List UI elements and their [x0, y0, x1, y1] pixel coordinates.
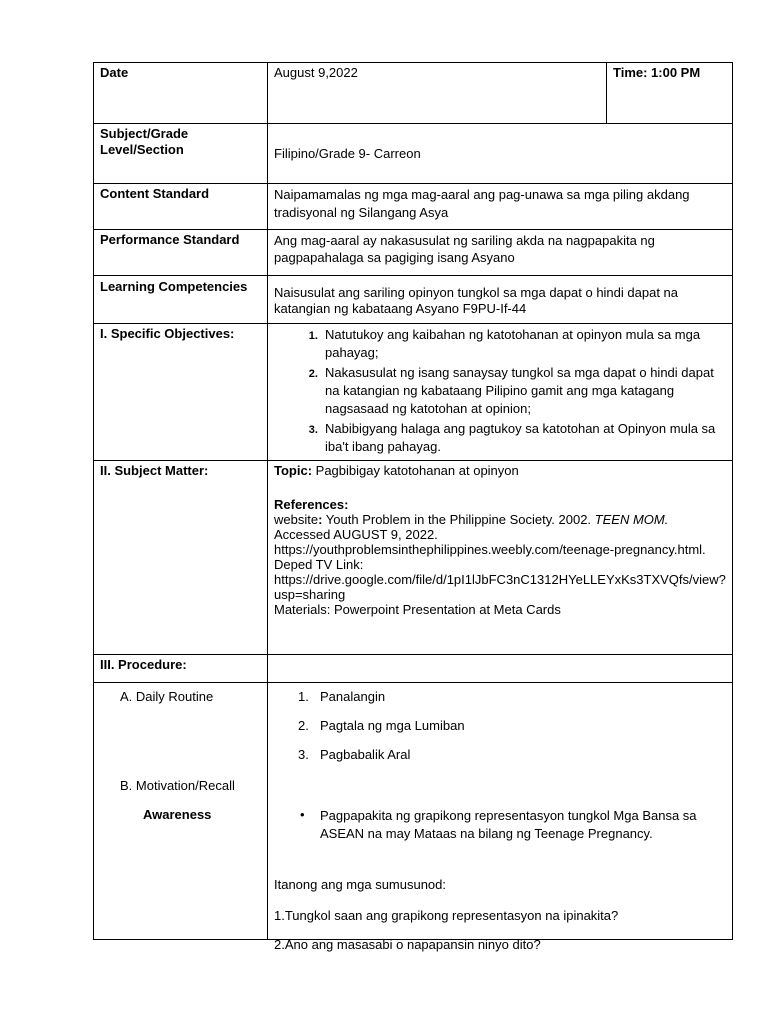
- row-procedure-detail: [94, 683, 733, 940]
- lesson-plan-table: [93, 62, 733, 952]
- routine-item: Panalangin: [320, 689, 386, 704]
- subject-label: Subject/Grade Level/Section: [94, 124, 268, 184]
- subject-text: Filipino/Grade 9- Carreon: [274, 146, 421, 161]
- deped-label: Deped TV Link:: [274, 557, 364, 572]
- website-line: [274, 512, 727, 527]
- motivation-label: B. Motivation/Recall: [120, 778, 235, 793]
- daily-routine-label: A. Daily Routine: [120, 689, 214, 704]
- website-label: website: [274, 512, 319, 527]
- routine-number: 3.: [298, 747, 309, 762]
- materials-line: Materials: Powerpoint Presentation at Meta Cards: [274, 602, 561, 617]
- date-value: August 9,2022: [268, 63, 607, 124]
- accessed-line: Accessed AUGUST 9, 2022.: [274, 527, 438, 542]
- row-subject: [94, 124, 733, 184]
- time-value: Time: 1:00 PM: [607, 63, 733, 124]
- references-label: References:: [274, 497, 349, 512]
- competencies-text: Naisusulat ang sariling opinyon tungkol sa mga dapat o hindi dapat na katangian ng kabataang Asyano F9PU-If-44: [274, 285, 678, 316]
- row-performance-standard: [94, 230, 733, 276]
- question-1: 1.Tungkol saan ang grapikong representasyon na ipinakita?: [274, 908, 619, 923]
- question-2: 2.Ano ang masasabi o napapansin ninyo dito?: [274, 937, 541, 952]
- routine-number: 2.: [298, 718, 309, 733]
- objectives-value: [268, 324, 733, 461]
- objective-item: 2. Nakasusulat ng isang sanaysay tungkol sa mga dapat o hindi dapat na katangian ng kabataang Pilipino gamit ang mga katagang nagsasaad ng katotohan at opinion;: [321, 364, 727, 418]
- date-label: Date: [94, 63, 268, 124]
- procedure-right: [268, 683, 733, 952]
- objectives-label: I. Specific Objectives:: [94, 324, 268, 461]
- performance-standard-label: Performance Standard: [94, 230, 268, 276]
- performance-standard-value: Ang mag-aaral ay nakasusulat ng sariling akda na nagpapakita ng pagpapahalaga sa pagiging isang Asyano: [268, 230, 733, 276]
- competencies-label: Learning Competencies: [94, 276, 268, 324]
- objective-item: 3. Nabibigyang halaga ang pagtukoy sa katotohan at Opinyon mula sa iba't ibang pahayag.: [321, 420, 727, 456]
- routine-number: 1.: [298, 689, 309, 704]
- row-content-standard: [94, 184, 733, 230]
- subject-value: [268, 124, 733, 184]
- content-standard-label: Content Standard: [94, 184, 268, 230]
- awareness-item: Pagpapakita ng grapikong representasyon tungkol Mga Bansa sa ASEAN na may Mataas na bilang ng Teenage Pregnancy.: [320, 808, 697, 841]
- competencies-value: [268, 276, 733, 324]
- row-objectives: [94, 324, 733, 461]
- row-procedure: [94, 655, 733, 683]
- procedure-label: III. Procedure:: [94, 655, 268, 683]
- topic-label: Topic:: [274, 463, 313, 478]
- website-title: TEEN MOM.: [594, 512, 669, 527]
- row-date: [94, 63, 733, 124]
- url-deped: https://drive.google.com/file/d/1pI1lJbFC3nC1312HYeLLEYxKs3TXVQfs/view?usp=sharing: [274, 572, 726, 602]
- objective-item: 1. Natutukoy ang kaibahan ng katotohanan at opinyon mula sa mga pahayag;: [321, 326, 727, 362]
- row-competencies: [94, 276, 733, 324]
- bullet-icon: •: [300, 807, 305, 822]
- url-youth: https://youthproblemsinthephilippines.weebly.com/teenage-pregnancy.html.: [274, 542, 706, 557]
- row-subject-matter: [94, 461, 733, 655]
- subject-matter-value: [268, 461, 733, 655]
- routine-item: Pagbabalik Aral: [320, 747, 411, 762]
- ask-line: Itanong ang mga sumusunod:: [274, 877, 447, 892]
- awareness-label: Awareness: [143, 807, 212, 822]
- procedure-left: [94, 683, 268, 940]
- website-text: Youth Problem in the Philippine Society. 2002.: [322, 512, 595, 527]
- website-colon: :: [318, 512, 323, 527]
- topic-line: [274, 463, 727, 478]
- topic-text: Pagbibigay katotohanan at opinyon: [312, 463, 519, 478]
- subject-matter-label: II. Subject Matter:: [94, 461, 268, 655]
- routine-item: Pagtala ng mga Lumiban: [320, 718, 465, 733]
- objectives-list: [274, 326, 727, 456]
- content-standard-value: Naipamamalas ng mga mag-aaral ang pag-unawa sa mga piling akdang tradisyonal ng Silangang Asya: [268, 184, 733, 230]
